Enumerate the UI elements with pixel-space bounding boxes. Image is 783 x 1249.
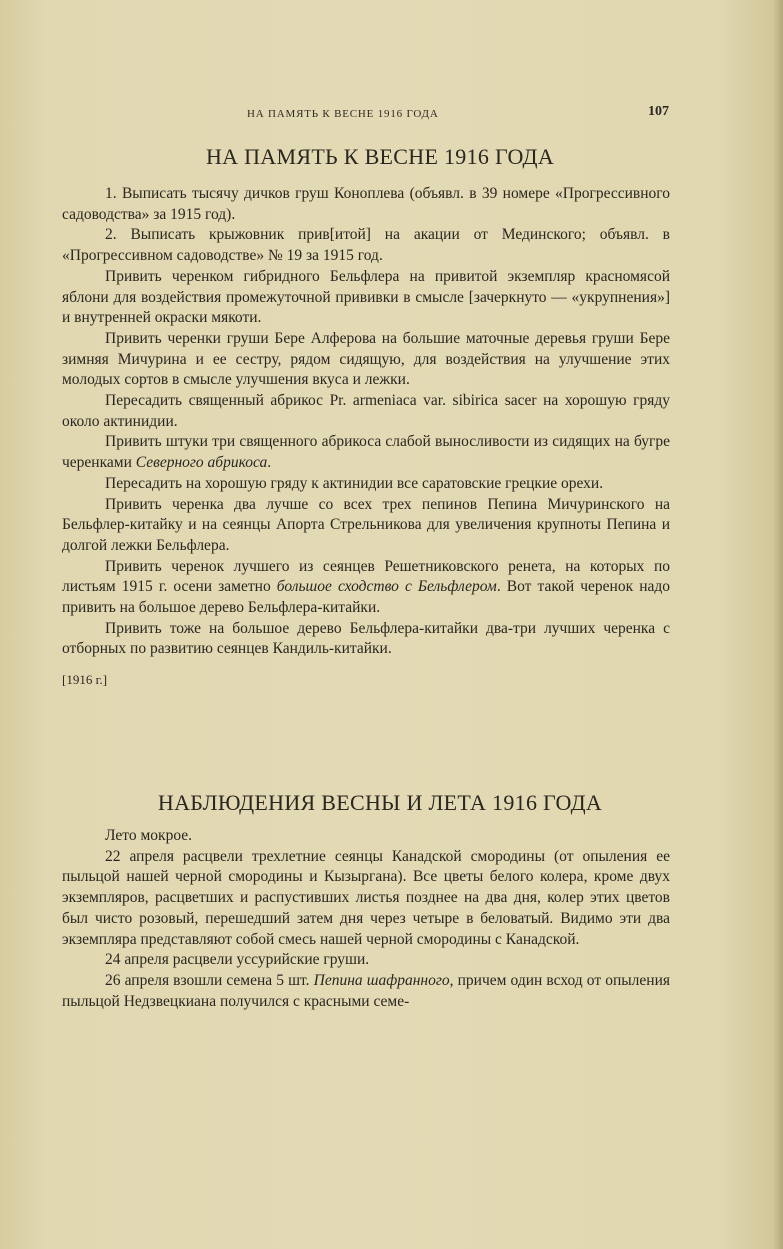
- paragraph: 24 апреля расцвели уссурийские груши.: [105, 951, 370, 969]
- date-note: [1916 г.]: [62, 672, 108, 688]
- paragraph-text: . Вот такой черенок надо привить на большое дерево Бельфлера-китайки.: [62, 578, 671, 617]
- paragraph: Пересадить на хорошую гряду к актинидии все саратовские грецкие орехи.: [105, 474, 604, 492]
- paragraph: Привить черенком гибридного Бельфлера на привитой экземпляр красномясой яблони для воздействия промежуточной прививки в смысле [зачеркнуто — «укрупнения»] и внутренней окраски мякоти.: [62, 267, 670, 327]
- paragraph: [62, 432, 670, 473]
- paragraph: Лето мокрое.: [105, 827, 193, 844]
- paragraph: 1. Выписать тысячу дичков груш Коноплева (объявл. в 39 номере «Прогрессивного садоводства» за 1915 год).: [62, 185, 670, 223]
- section-body-observations: [62, 826, 670, 1012]
- paragraph: 2. Выписать крыжовник прив[итой] на акации от Мединского; объявл. в «Прогрессивном садоводстве» № 19 за 1915 год.: [62, 226, 670, 265]
- paragraph: Привить черенки груши Бере Алферова на большие маточные деревья груши Бере зимняя Мичурина и ее сестру, рядом сидящую, для воздействия на улучшение этих молодых сортов в смысле улучшения вкуса и лежки.: [62, 329, 670, 389]
- section-title-observations: НАБЛЮДЕНИЯ ВЕСНЫ И ЛЕТА 1916 ГОДА: [157, 790, 603, 815]
- paragraph: [62, 971, 670, 1012]
- section-body-spring: [62, 184, 670, 691]
- paragraph: Привить тоже на большое дерево Бельфлера-китайки два-три лучших черенка с отборных по развитию сеянцев Кандиль-китайки.: [62, 619, 670, 658]
- paragraph-text: Привить штуки три священного абрикоса слабой выносливости из сидящих на бугре черенками: [62, 433, 670, 472]
- paragraph: [62, 557, 670, 619]
- paragraph: 22 апреля расцвели трехлетние сеянцы Канадской смородины (от опыления ее пыльцой нашей черной смородины и Кызыргана). Все цветы белого колера, кроме двух экземпляров, расцветших и распустивших листья позднее на два дня, колер этих цветов был чисто розовый, перешедший затем дня через четыре в беловатый. Видимо эти два экземпляра представляют собой смесь нашей черной смородины с Канадской.: [62, 847, 670, 948]
- page-number: 107: [648, 104, 669, 119]
- section-title-spring: НА ПАМЯТЬ К ВЕСНЕ 1916 ГОДА: [205, 144, 555, 169]
- paragraph-text: .: [267, 454, 272, 472]
- italic-variety-name: Пепина шафранного: [313, 971, 450, 989]
- italic-variety-name: Северного абрикоса: [135, 454, 268, 472]
- paragraph-text: , причем один всход от опыления пыльцой Недзвецкиана получился с красными семе-: [62, 971, 670, 1010]
- running-head: НА ПАМЯТЬ К ВЕСНЕ 1916 ГОДА: [247, 108, 439, 120]
- page-edge-shadow: [773, 0, 783, 1249]
- paragraph-text: 26 апреля взошли семена 5 шт.: [105, 971, 314, 989]
- paragraph: Привить черенка два лучше со всех трех пепинов Пепина Мичуринского на Бельфлер-китайку и на сеянцы Апорта Стрельникова для увеличения крупноты Пепина и долгой лежки Бельфлера.: [62, 495, 670, 554]
- paragraph-text: Привить черенок лучшего из сеянцев Решетниковского ренета, на которых по листьям 1915 г. осени заметно: [62, 557, 670, 596]
- italic-phrase: большое сходство с Бельфлером: [276, 578, 497, 596]
- paragraph: Пересадить священный абрикос Pr. armeniaca var. sibirica sacer на хорошую гряду около актинидии.: [62, 392, 670, 430]
